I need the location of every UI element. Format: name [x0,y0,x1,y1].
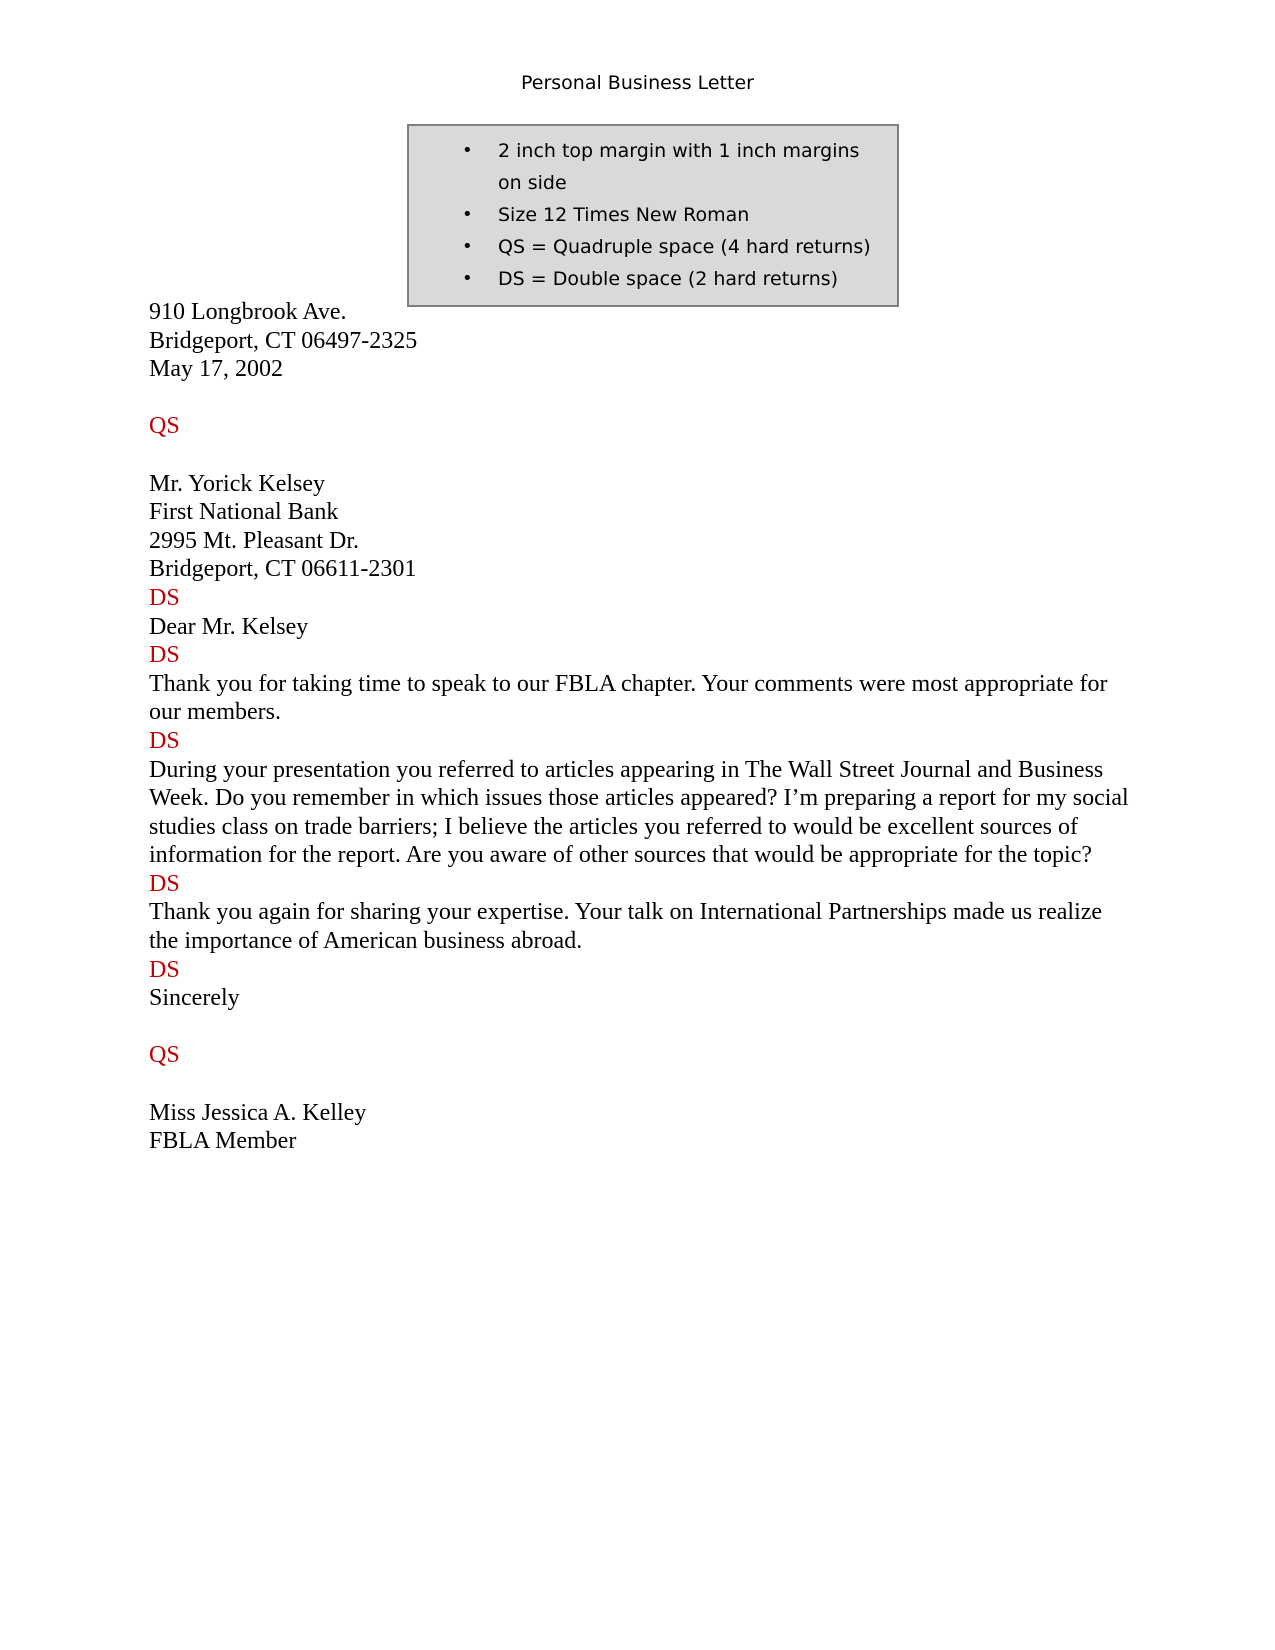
body-paragraph: Thank you for taking time to speak to our FBLA chapter. Your comments were most appropriate for our members. [149,670,1108,726]
note-text: Size 12 Times New Roman [498,204,750,226]
note-item [409,263,897,295]
blank-line [149,441,1129,470]
blank-line [149,1070,1129,1099]
note-item [409,199,897,231]
letter-body [149,298,1129,1156]
ds-marker: DS [149,956,180,983]
ds-marker: DS [149,727,180,754]
note-text: 2 inch top margin with 1 inch margins on side [498,140,860,194]
bullet-icon: • [462,204,473,225]
blank-line [149,1013,1129,1042]
salutation: Dear Mr. Kelsey [149,613,309,640]
signer-name: Miss Jessica A. Kelley [149,1099,367,1126]
return-address-line: Bridgeport, CT 06497-2325 [149,327,418,354]
ds-marker: DS [149,584,180,611]
note-item [409,135,897,199]
ds-marker: DS [149,642,180,669]
return-address [149,298,1129,384]
inside-address-line: Mr. Yorick Kelsey [149,470,326,497]
note-item [409,231,897,263]
qs-marker: QS [149,413,180,440]
body-paragraph: During your presentation you referred to articles appearing in The Wall Street Journal and Business Week. Do you remember in which issues those articles appeared? I’m preparing a report for my social studies class on trade barriers; I believe the articles you referred to would be excellent sources of information for the report. Are you aware of other sources that would be appropriate for the topic? [149,756,1129,869]
inside-address-line: Bridgeport, CT 06611-2301 [149,556,417,583]
inside-address [149,470,1129,584]
inside-address-line: First National Bank [149,499,339,526]
ds-marker: DS [149,870,180,897]
letter-date: May 17, 2002 [149,356,283,383]
note-text: QS = Quadruple space (4 hard returns) [498,236,871,258]
inside-address-line: 2995 Mt. Pleasant Dr. [149,527,359,554]
closing: Sincerely [149,985,240,1012]
note-text: DS = Double space (2 hard returns) [498,268,839,290]
formatting-notes-box [407,124,899,307]
bullet-icon: • [462,140,473,161]
page-title: Personal Business Letter [521,72,754,94]
return-address-line: 910 Longbrook Ave. [149,299,347,325]
qs-marker: QS [149,1042,180,1069]
bullet-icon: • [462,268,473,289]
blank-line [149,384,1129,413]
signer-title: FBLA Member [149,1128,297,1155]
bullet-icon: • [462,236,473,257]
body-paragraph: Thank you again for sharing your expertise. Your talk on International Partnerships made us realize the importance of American business abroad. [149,899,1103,955]
formatting-notes-list [409,135,897,295]
